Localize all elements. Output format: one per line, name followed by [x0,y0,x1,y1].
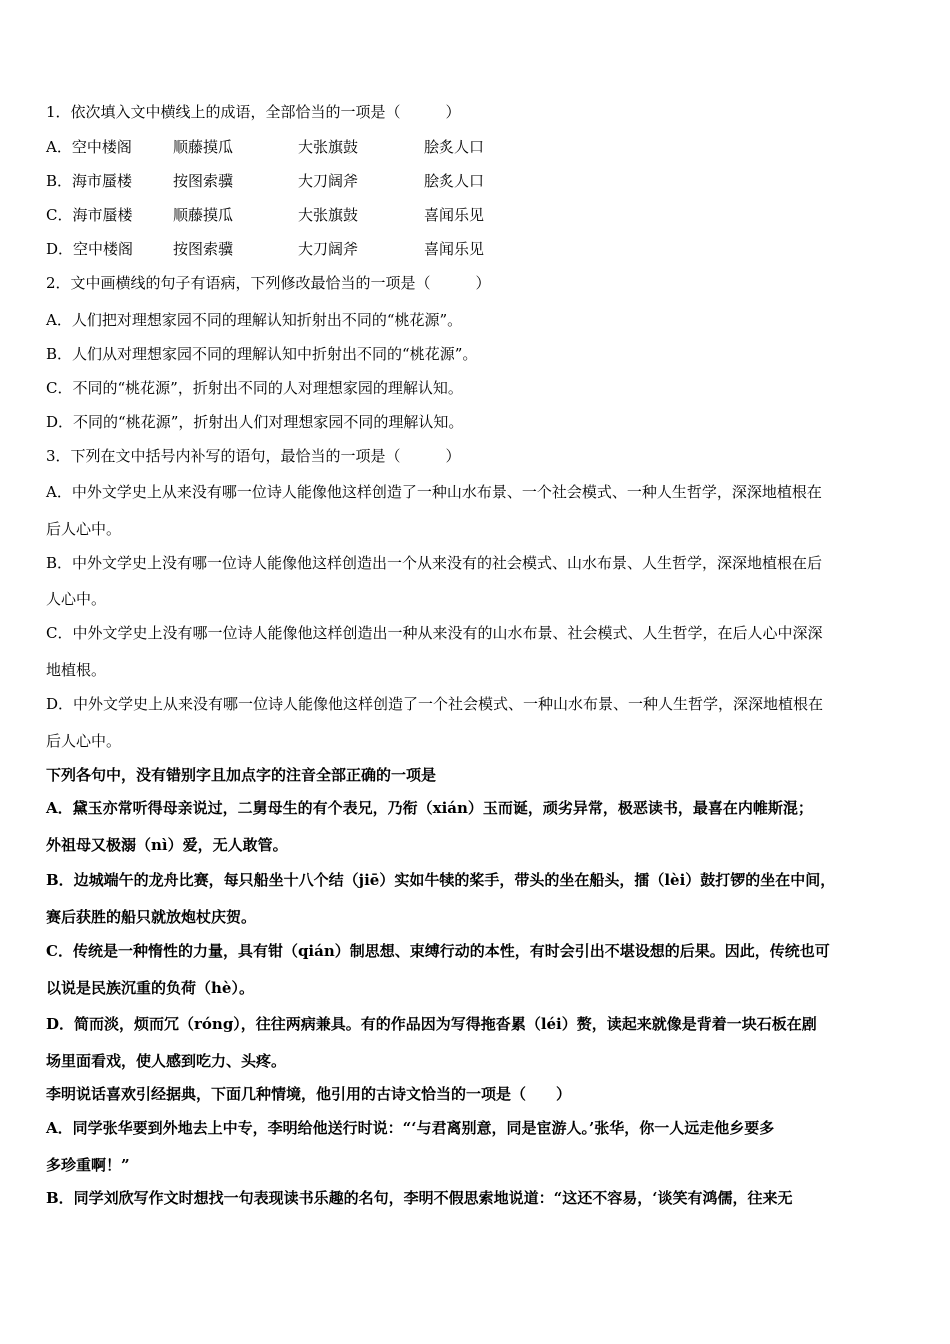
q4-option-c-line1: C．传统是一种惰性的力量，具有钳（qián）制思想、束缚行动的本性，有时会引出不堪设想的后果。因此，传统也可 [46,942,830,960]
q5-option-a-line2: 多珍重啊！” [46,1156,130,1174]
q1-b-2: 按图索骥 [173,172,234,190]
q1-d-3: 大刀阔斧 [298,240,359,258]
q1-d-2: 按图索骥 [173,240,234,258]
q1-c-4: 喜闻乐见 [424,206,485,224]
q1-b-4: 脍炙人口 [424,172,485,190]
q4-option-b-line1: B．边城端午的龙舟比赛，每只船坐十八个结（jiē）实如牛犊的桨手，带头的坐在船头，擂（lèi）鼓打锣的坐在中间， [46,871,836,889]
q1-d-4: 喜闻乐见 [424,240,485,258]
q3-option-b-line2: 人心中。 [46,590,107,608]
q1-option-a [46,137,908,157]
q4-option-a-line1: A．黛玉亦常听得母亲说过，二舅母生的有个表兄，乃衔（xián）玉而诞，顽劣异常，极恶读书，最喜在内帷斯混； [46,799,813,817]
q1-option-c [46,205,908,225]
q1-b-1: B．海市蜃楼 [46,172,133,190]
q5-option-a-line1: A．同学张华要到外地去上中专，李明给他送行时说：“‘与君离别意，同是宦游人。’张华，你一人远走他乡要多 [46,1119,775,1137]
q3-option-a-line2: 后人心中。 [46,520,122,538]
q2-option-c: C．不同的“桃花源”，折射出不同的人对理想家园的理解认知。 [46,379,463,397]
q1-a-4: 脍炙人口 [424,138,485,156]
q1-option-b [46,171,908,191]
q1-option-d [46,239,908,259]
q4-option-a-line2: 外祖母又极溺（nì）爱，无人敢管。 [46,836,288,854]
q5-stem: 李明说话喜欢引经据典，下面几种情境，他引用的古诗文恰当的一项是（ ） [46,1085,572,1103]
q1-a-3: 大张旗鼓 [298,138,359,156]
q4-option-d-line2: 场里面看戏，使人感到吃力、头疼。 [46,1052,287,1070]
q1-b-3: 大刀阔斧 [298,172,359,190]
q3-option-a-line1: A．中外文学史上从来没有哪一位诗人能像他这样创造了一种山水布景、一个社会模式、一种人生哲学，深深地植根在 [46,483,822,501]
q3-option-c-line2: 地植根。 [46,661,107,679]
q3-option-b-line1: B．中外文学史上没有哪一位诗人能像他这样创造出一个从来没有的社会模式、山水布景、人生哲学，深深地植根在后 [46,554,823,572]
q5-option-b-line1: B．同学刘欣写作文时想找一句表现读书乐趣的名句，李明不假思索地说道：“这还不容易，‘谈笑有鸿儒，往来无 [46,1189,793,1207]
q2-option-d: D．不同的“桃花源”，折射出人们对理想家园不同的理解认知。 [46,413,464,431]
q1-c-1: C．海市蜃楼 [46,206,133,224]
q1-a-1: A．空中楼阁 [46,138,132,156]
q4-stem: 下列各句中，没有错别字且加点字的注音全部正确的一项是 [46,766,437,784]
q4-option-c-line2: 以说是民族沉重的负荷（hè）。 [46,979,254,997]
q3-option-d-line1: D．中外文学史上从来没有哪一位诗人能像他这样创造了一个社会模式、一种山水布景、一种人生哲学，深深地植根在 [46,695,824,713]
q4-option-b-line2: 赛后获胜的船只就放炮杖庆贺。 [46,908,257,926]
q2-option-a: A．人们把对理想家园不同的理解认知折射出不同的“桃花源”。 [46,311,463,329]
q2-option-b: B．人们从对理想家园不同的理解认知中折射出不同的“桃花源”。 [46,345,478,363]
q1-stem: 1．依次填入文中横线上的成语，全部恰当的一项是（ ） [46,103,461,121]
q1-d-1: D．空中楼阁 [46,240,134,258]
q3-stem: 3．下列在文中括号内补写的语句，最恰当的一项是（ ） [46,447,461,465]
q3-option-c-line1: C．中外文学史上没有哪一位诗人能像他这样创造出一种从来没有的山水布景、社会模式、人生哲学，在后人心中深深 [46,624,823,642]
q4-option-d-line1: D．简而淡，烦而冗（róng），往往两病兼具。有的作品因为写得拖沓累（léi）赘，读起来就像是背着一块石板在剧 [46,1015,817,1033]
q1-c-2: 顺藤摸瓜 [173,206,234,224]
q3-option-d-line2: 后人心中。 [46,732,122,750]
q2-stem: 2．文中画横线的句子有语病，下列修改最恰当的一项是（ ） [46,274,491,292]
q1-c-3: 大张旗鼓 [298,206,359,224]
q1-a-2: 顺藤摸瓜 [173,138,234,156]
